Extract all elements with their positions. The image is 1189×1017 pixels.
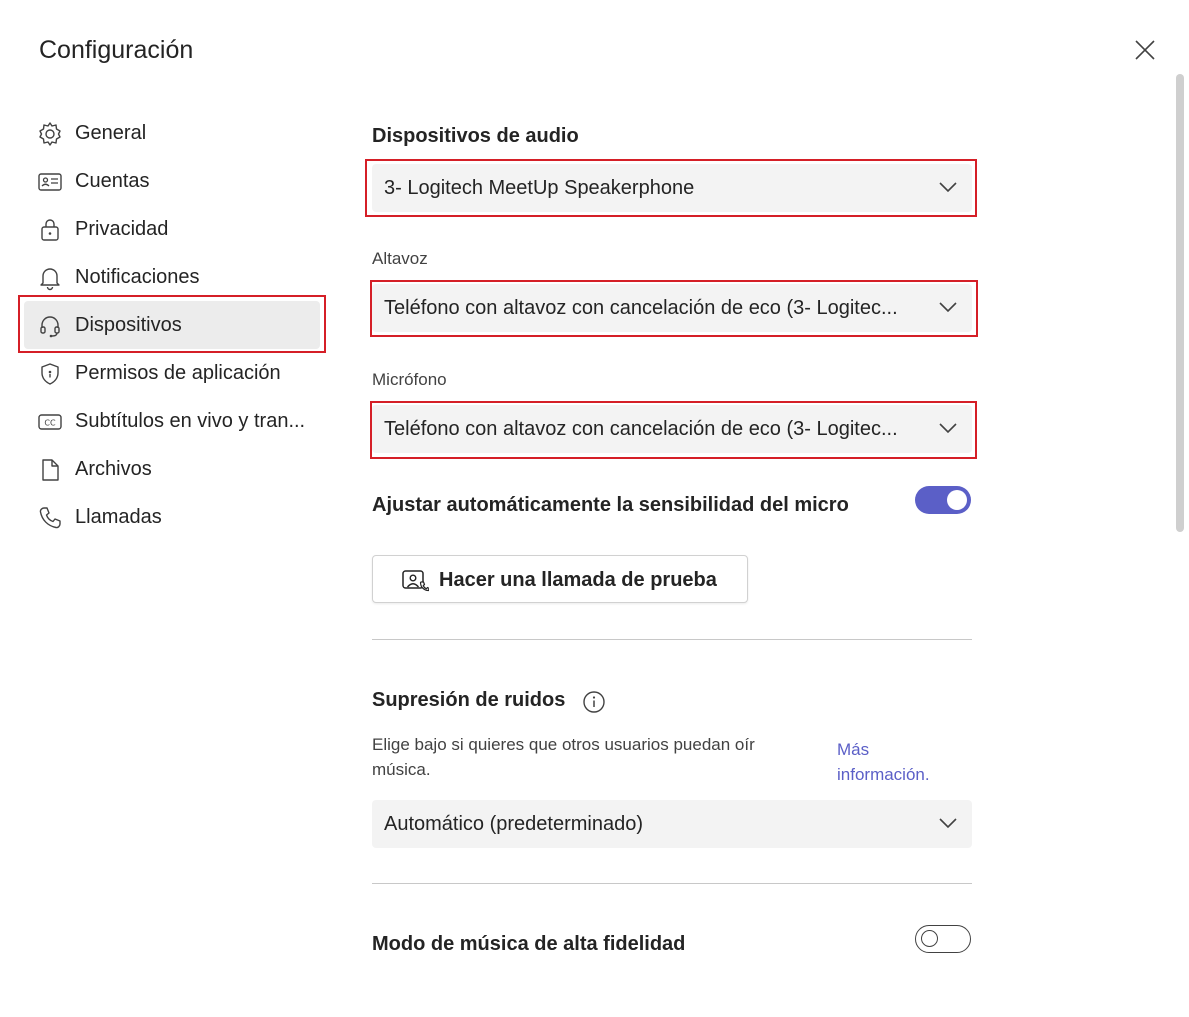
nav-item-label: General bbox=[75, 122, 147, 144]
toggle-knob bbox=[921, 930, 938, 947]
nav-item-general[interactable] bbox=[24, 109, 320, 157]
noise-suppression-dropdown[interactable] bbox=[372, 800, 972, 848]
nav-item-privacidad[interactable] bbox=[24, 205, 320, 253]
lock-icon bbox=[37, 217, 63, 243]
highlight-box bbox=[370, 401, 977, 459]
learn-more-line2: información. bbox=[837, 765, 930, 784]
nav-item-label: Notificaciones bbox=[75, 266, 200, 288]
bell-icon bbox=[37, 265, 63, 291]
learn-more-link[interactable] bbox=[837, 737, 930, 787]
nav-item-label: Cuentas bbox=[75, 170, 150, 192]
microphone-label: Micrófono bbox=[372, 370, 447, 389]
highlight-box bbox=[370, 280, 978, 337]
close-icon[interactable] bbox=[1131, 36, 1159, 64]
microphone-value: Teléfono con altavoz con cancelación de eco (3- Logitec... bbox=[384, 418, 898, 440]
id-card-icon bbox=[37, 169, 63, 195]
scrollbar[interactable] bbox=[1176, 74, 1184, 532]
noise-description-line1: Elige bajo si quieres que otros usuarios puedan oír bbox=[372, 735, 755, 754]
toggle-knob bbox=[947, 490, 967, 510]
nav-item-label: Privacidad bbox=[75, 218, 169, 240]
noise-suppression-value: Automático (predeterminado) bbox=[384, 813, 644, 835]
nav-item-label: Archivos bbox=[75, 458, 152, 480]
speaker-value: Teléfono con altavoz con cancelación de eco (3- Logitec... bbox=[384, 297, 898, 319]
nav-item-llamadas[interactable] bbox=[24, 493, 320, 541]
auto-sensitivity-label: Ajustar automáticamente la sensibilidad del micro bbox=[372, 494, 849, 516]
audio-device-value: 3- Logitech MeetUp Speakerphone bbox=[384, 177, 695, 199]
chevron-down-icon bbox=[938, 816, 958, 830]
speaker-label: Altavoz bbox=[372, 249, 428, 268]
hifi-music-heading: Modo de música de alta fidelidad bbox=[372, 933, 686, 955]
nav-item-label: Llamadas bbox=[75, 506, 162, 528]
learn-more-line1: Más bbox=[837, 740, 870, 759]
dialog-title: Configuración bbox=[39, 36, 194, 64]
divider bbox=[372, 639, 972, 640]
nav-item-label: Dispositivos bbox=[75, 314, 182, 336]
phone-icon bbox=[37, 505, 63, 531]
hifi-music-toggle[interactable] bbox=[915, 925, 971, 953]
nav-item-label: Subtítulos en vivo y tran... bbox=[75, 410, 306, 432]
test-call-icon bbox=[401, 568, 429, 592]
svg-text:CC: CC bbox=[44, 418, 56, 428]
nav-item-archivos[interactable] bbox=[24, 445, 320, 493]
audio-devices-heading: Dispositivos de audio bbox=[372, 125, 579, 147]
divider bbox=[372, 883, 972, 884]
gear-icon bbox=[37, 121, 63, 147]
nav-item-label: Permisos de aplicación bbox=[75, 362, 281, 384]
nav-item-permisos[interactable] bbox=[24, 349, 320, 397]
nav-item-notificaciones[interactable] bbox=[24, 253, 320, 301]
nav-item-cuentas[interactable] bbox=[24, 157, 320, 205]
test-call-button[interactable] bbox=[372, 555, 748, 603]
highlight-box bbox=[18, 295, 326, 353]
auto-sensitivity-toggle[interactable] bbox=[915, 486, 971, 514]
test-call-label: Hacer una llamada de prueba bbox=[439, 569, 717, 591]
file-icon bbox=[37, 457, 63, 483]
info-icon[interactable] bbox=[582, 690, 606, 714]
nav-item-subtitulos[interactable] bbox=[24, 397, 320, 445]
noise-description bbox=[372, 732, 755, 782]
shield-icon bbox=[37, 361, 63, 387]
noise-description-line2: música. bbox=[372, 760, 431, 779]
highlight-box bbox=[365, 159, 977, 217]
cc-icon bbox=[37, 409, 63, 435]
noise-suppression-heading: Supresión de ruidos bbox=[372, 689, 566, 711]
